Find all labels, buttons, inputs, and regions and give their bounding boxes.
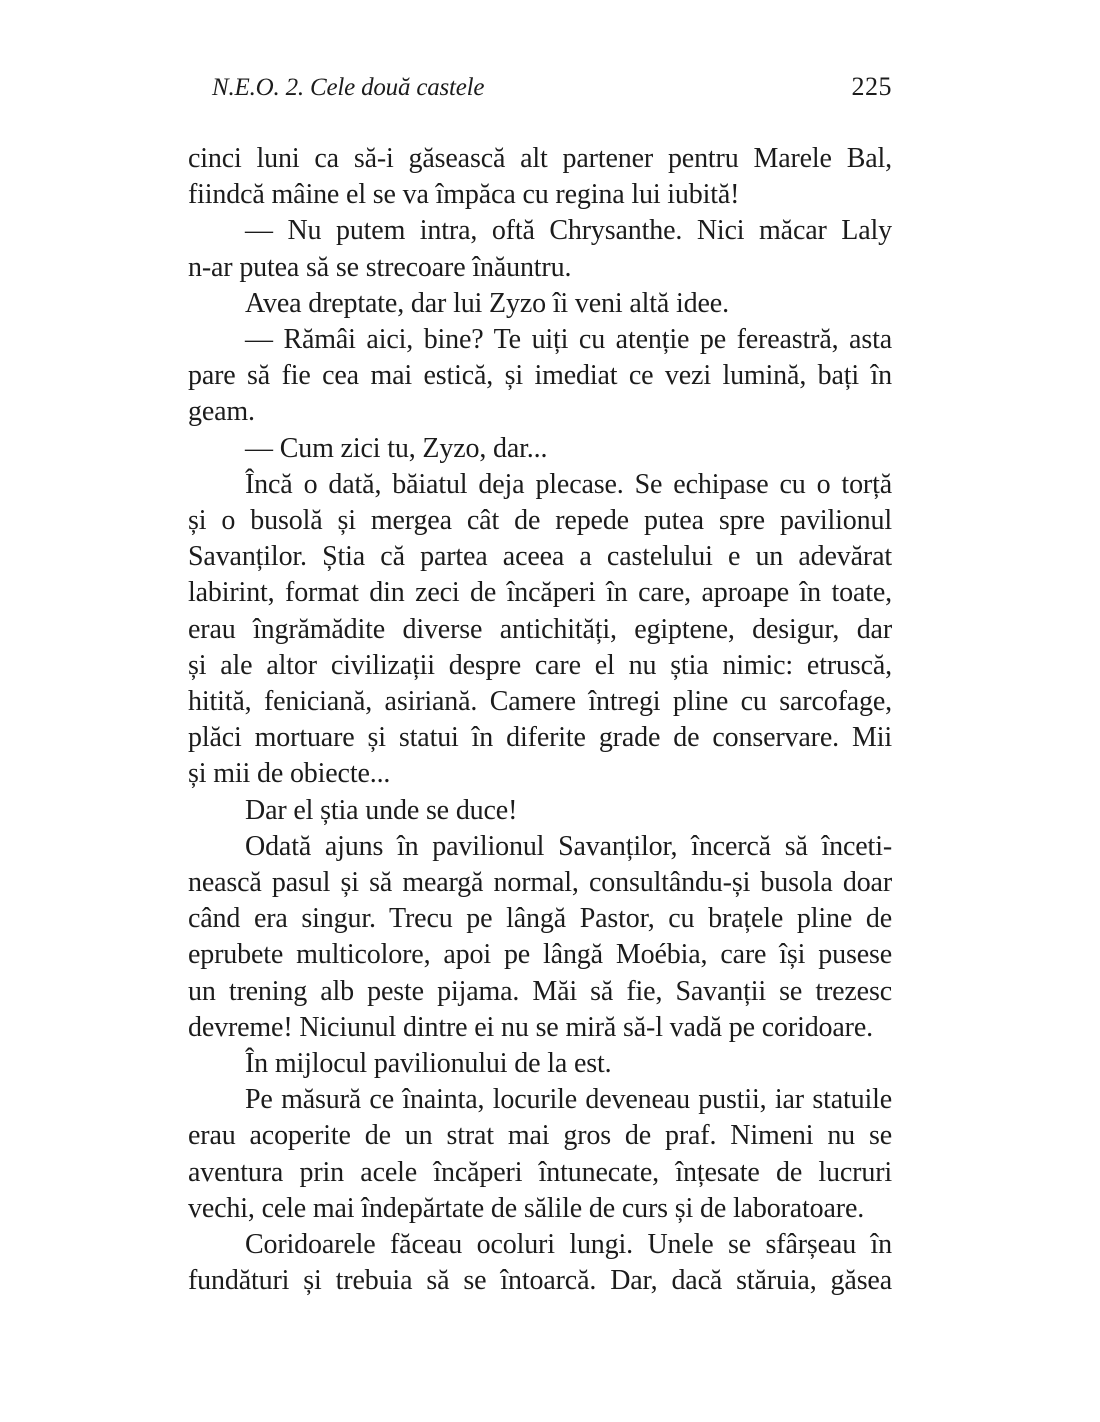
text-line: când era singur. Trecu pe lângă Pastor, cu brațele pline de (188, 903, 892, 935)
paragraph (188, 467, 892, 793)
text-line: n-ar putea să se strecoare înăuntru. (188, 251, 572, 283)
text-line: și ale altor civilizații despre care el nu știa nimic: etruscă, (188, 649, 892, 681)
text-line: aventura prin acele încăperi întunecate, înțesate de lucruri (188, 1156, 892, 1188)
paragraph (188, 322, 892, 431)
text-line: fundături și trebuia să se întoarcă. Dar, dacă stăruia, găsea (188, 1265, 892, 1297)
text-line: erau îngrămădite diverse antichități, egiptene, desigur, dar (188, 613, 892, 645)
text-line: pare să fie cea mai estică, și imediat ce vezi lumină, bați în (188, 360, 892, 392)
text-line: eprubete multicolore, apoi pe lângă Moébia, care își pusese (188, 939, 892, 971)
text-line: cinci luni ca să-i găsească alt partener pentru Marele Bal, (188, 143, 892, 174)
text-line: Dar el știa unde se duce! (245, 794, 518, 826)
paragraph (188, 1082, 892, 1227)
text-line: Avea dreptate, dar lui Zyzo îi veni altă idee. (245, 287, 729, 319)
text-line: geam. (188, 396, 255, 428)
text-line: nească pasul și să meargă normal, consultându-și busola doar (188, 867, 892, 899)
text-line: — Nu putem intra, oftă Chrysanthe. Nici măcar Laly (245, 215, 892, 247)
text-line: fiindcă mâine el se va împăca cu regina lui iubită! (188, 179, 740, 211)
paragraph (188, 286, 892, 322)
body-text (188, 141, 892, 1300)
paragraph (188, 213, 892, 285)
text-line: — Rămâi aici, bine? Te uiți cu atenție pe fereastră, asta (245, 324, 892, 356)
paragraph (188, 1046, 892, 1082)
text-line: Coridoarele făceau ocoluri lungi. Unele se sfârșeau în (245, 1229, 892, 1261)
text-line: labirint, format din zeci de încăperi în care, aproape în toate, (188, 577, 892, 609)
text-line: plăci mortuare și statui în diferite grade de conservare. Mii (188, 722, 892, 754)
text-line: erau acoperite de un strat mai gros de praf. Nimeni nu se (188, 1120, 892, 1152)
text-line: Savanților. Știa că partea aceea a castelului e un adevărat (188, 541, 892, 573)
paragraph (188, 431, 892, 467)
text-line: Pe măsură ce înainta, locurile deveneau pustii, iar statuile (245, 1084, 892, 1116)
text-line: vechi, cele mai îndepărtate de sălile de curs și de laboratoare. (188, 1192, 865, 1224)
text-line: În mijlocul pavilionului de la est. (245, 1048, 612, 1080)
paragraph (188, 1227, 892, 1299)
text-line: devreme! Niciunul dintre ei nu se miră să-l vadă pe coridoare. (188, 1011, 873, 1043)
text-line: hitită, feniciană, asiriană. Camere întregi pline cu sarcofage, (188, 686, 892, 718)
running-head-title: N.E.O. 2. Cele două castele (212, 74, 485, 101)
text-line: — Cum zici tu, Zyzo, dar... (245, 432, 548, 464)
paragraph (188, 829, 892, 1046)
page-number: 225 (851, 72, 892, 101)
paragraph (188, 793, 892, 829)
text-line: un trening alb peste pijama. Măi să fie, Savanții se trezesc (188, 975, 892, 1007)
text-line: și o busolă și mergea cât de repede putea spre pavilionul (188, 505, 892, 537)
text-line: și mii de obiecte... (188, 758, 391, 790)
paragraph (188, 141, 892, 213)
running-head (188, 72, 892, 103)
text-line: Încă o dată, băiatul deja plecase. Se echipase cu o torță (245, 468, 892, 500)
text-line: Odată ajuns în pavilionul Savanților, încercă să înceti- (245, 830, 892, 862)
